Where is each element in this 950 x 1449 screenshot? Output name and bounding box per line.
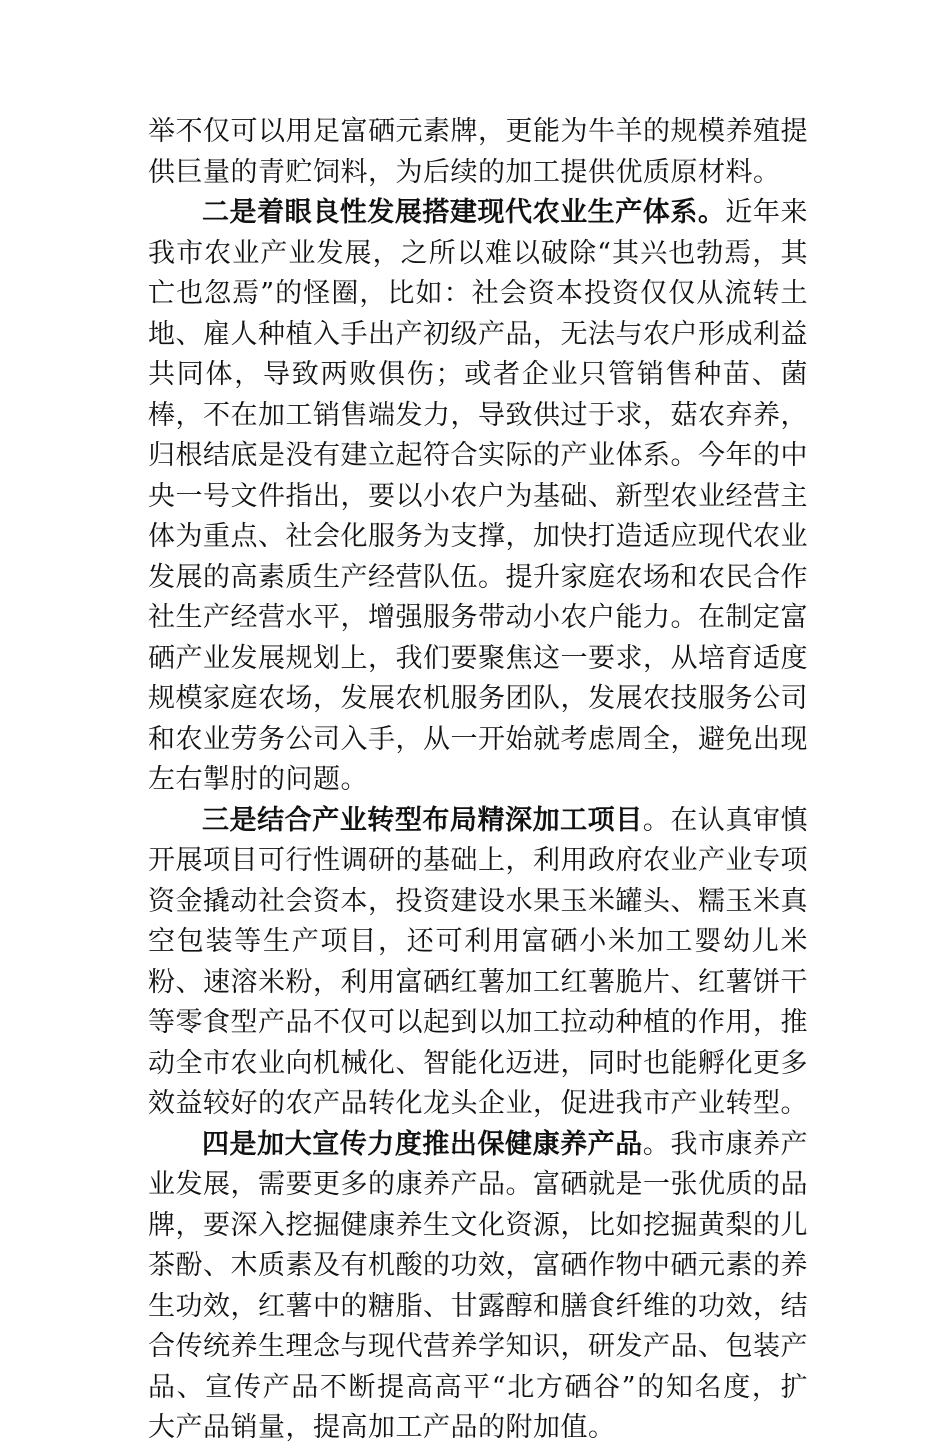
paragraph-body: 。我市康养产业发展，需要更多的康养产品。富硒就是一张优质的品牌，要深入挖掘健康养生文化资源，比如挖掘黄梨的儿茶酚、木质素及有机酸的功效，富硒作物中硒元素的养生功效，红薯中的糖脂、甘露醇和膳食纤维的功效，结合传统养生理念与现代营养学知识，研发产品、包装产品、宣传产品不断提高高平“北方硒谷”的知名度，扩大产品销量，提高加工产品的附加值。 [148,1128,809,1443]
paragraph-lead-heading: 二是着眼良性发展搭建现代农业生产体系。 [202,197,726,228]
paragraph-body: 举不仅可以用足富硒元素牌，更能为牛羊的规模养殖提供巨量的青贮饲料，为后续的加工提供优质原材料。 [148,116,808,188]
paragraph-point-two [148,193,808,801]
paragraph-body: 。在认真审慎开展项目可行性调研的基础上，利用政府农业产业专项资金撬动社会资本，投资建设水果玉米罐头、糯玉米真空包装等生产项目，还可利用富硒小米加工婴幼儿米粉、速溶米粉，利用富硒红薯加工红薯脆片、红薯饼干等零食型产品不仅可以起到以加工拉动种植的作用，推动全市农业向机械化、智能化迈进，同时也能孵化更多效益较好的农产品转化龙头企业，促进我市产业转型。 [148,804,809,1119]
paragraph-continuation [148,112,808,193]
paragraph-point-three [148,801,808,1125]
paragraph-lead-heading: 三是结合产业转型布局精深加工项目 [202,804,643,836]
document-page [148,112,808,1449]
paragraph-point-four [148,1125,808,1449]
paragraph-lead-heading: 四是加大宣传力度推出保健康养产品 [202,1128,643,1160]
paragraph-body: 近年来我市农业产业发展，之所以难以破除“其兴也勃焉，其亡也忽焉”的怪圈，比如：社会资本投资仅仅从流转土地、雇人种植入手出产初级产品，无法与农户形成利益共同体，导致两败俱伤；或者企业只管销售种苗、菌棒，不在加工销售端发力，导致供过于求，菇农弃养，归根结底是没有建立起符合实际的产业体系。今年的中央一号文件指出，要以小农户为基础、新型农业经营主体为重点、社会化服务为支撑，加快打造适应现代农业发展的高素质生产经营队伍。提升家庭农场和农民合作社生产经营水平，增强服务带动小农户能力。在制定富硒产业发展规划上，我们要聚焦这一要求，从培育适度规模家庭农场，发展农机服务团队，发展农技服务公司和农业劳务公司入手，从一开始就考虑周全，避免出现左右掣肘的问题。 [148,197,809,795]
